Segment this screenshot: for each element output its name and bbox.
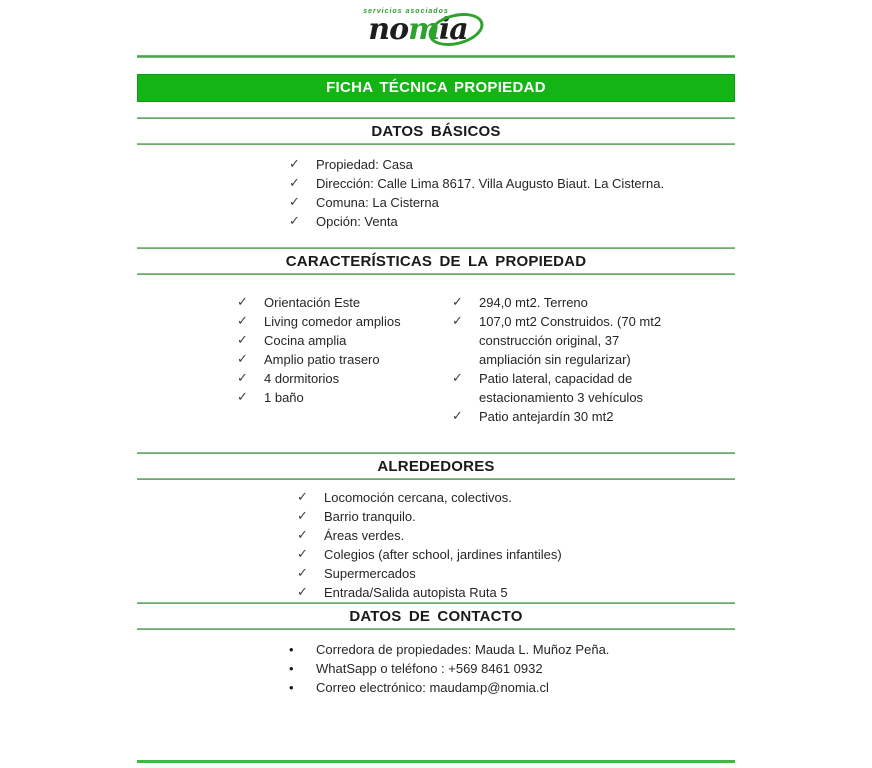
check-icon: ✓ [297, 490, 308, 505]
check-icon: ✓ [289, 157, 300, 172]
datos-basicos-list [137, 155, 735, 231]
logo-wordmark [368, 13, 467, 47]
logo-letter-green: m [408, 12, 439, 47]
check-icon: ✓ [237, 333, 248, 348]
check-icon: ✓ [289, 176, 300, 191]
bullet-icon: • [289, 642, 294, 657]
check-icon: ✓ [237, 390, 248, 405]
divider [137, 478, 735, 480]
divider [137, 143, 735, 145]
bullet-icon: • [289, 661, 294, 676]
list-item [452, 293, 692, 312]
list-item [297, 564, 735, 583]
list-item [297, 526, 735, 545]
section-header-caracteristicas [137, 247, 735, 275]
bottom-divider [137, 760, 735, 763]
caracteristicas-left-list [237, 293, 452, 426]
list-item-text: Entrada/Salida autopista Ruta 5 [324, 585, 508, 600]
logo-letters-black-2: ia [438, 12, 468, 47]
check-icon: ✓ [289, 214, 300, 229]
list-item-text: Cocina amplia [264, 333, 347, 348]
list-item-text: Propiedad: Casa [316, 157, 413, 172]
check-icon: ✓ [452, 314, 463, 329]
list-item-text: Patio lateral, capacidad de estacionamiento 3 vehículos [479, 371, 644, 405]
list-item-text: Barrio tranquilo. [324, 509, 416, 524]
nomia-logo [119, 0, 717, 52]
list-item [297, 488, 735, 507]
list-item-text: Patio antejardín 30 mt2 [479, 409, 614, 424]
section-title-caracteristicas: CARACTERÍSTICAS DE LA PROPIEDAD [285, 253, 587, 270]
list-item-text: Colegios (after school, jardines infantiles) [324, 547, 562, 562]
list-item-text: Amplio patio trasero [264, 352, 380, 367]
check-icon: ✓ [237, 371, 248, 386]
check-icon: ✓ [452, 295, 463, 310]
list-item [289, 678, 735, 697]
list-item-text: 107,0 mt2 Construidos. (70 mt2 construcción original, 37 ampliación sin regularizar) [479, 314, 662, 367]
list-item [289, 193, 735, 212]
check-icon: ✓ [289, 195, 300, 210]
logo-letters-black-1: no [368, 12, 409, 47]
list-item-text: Orientación Este [264, 295, 361, 310]
list-item [452, 407, 692, 426]
list-item-text: Correo electrónico: maudamp@nomia.cl [316, 680, 549, 695]
list-item [289, 212, 735, 231]
list-item [237, 312, 452, 331]
alrededores-list [137, 488, 735, 602]
list-item [237, 369, 452, 388]
list-item-text: Opción: Venta [316, 214, 398, 229]
check-icon: ✓ [237, 295, 248, 310]
list-item [289, 640, 735, 659]
list-item [452, 369, 692, 407]
list-item-text: Corredora de propiedades: Mauda L. Muñoz Peña. [316, 642, 610, 657]
caracteristicas-columns [137, 293, 735, 426]
list-item [237, 350, 452, 369]
list-item-text: Comuna: La Cisterna [316, 195, 439, 210]
list-item-text: 4 dormitorios [264, 371, 340, 386]
list-item [237, 293, 452, 312]
check-icon: ✓ [297, 585, 308, 600]
bullet-icon: • [289, 680, 294, 695]
contacto-list [137, 640, 735, 697]
list-item-text: Dirección: Calle Lima 8617. Villa Augusto Biaut. La Cisterna. [316, 176, 665, 191]
check-icon: ✓ [297, 566, 308, 581]
check-icon: ✓ [452, 371, 463, 386]
section-header-contacto [137, 602, 735, 630]
section-header-datos-basicos [137, 117, 735, 145]
list-item-text: Áreas verdes. [324, 528, 405, 543]
section-header-alrededores [137, 452, 735, 480]
list-item [289, 174, 735, 193]
list-item [297, 583, 735, 602]
section-title-datos-basicos: DATOS BÁSICOS [371, 123, 501, 140]
caracteristicas-right-list [452, 293, 692, 426]
check-icon: ✓ [297, 509, 308, 524]
list-item [297, 507, 735, 526]
list-item [237, 331, 452, 350]
list-item [289, 155, 735, 174]
check-icon: ✓ [237, 314, 248, 329]
divider [137, 628, 735, 630]
list-item-text: Locomoción cercana, colectivos. [324, 490, 512, 505]
list-item [289, 659, 735, 678]
divider [137, 273, 735, 275]
list-item-text: 1 baño [264, 390, 304, 405]
check-icon: ✓ [297, 547, 308, 562]
document-title-bar: FICHA TÉCNICA PROPIEDAD [137, 74, 735, 102]
check-icon: ✓ [237, 352, 248, 367]
list-item-text: 294,0 mt2. Terreno [479, 295, 588, 310]
section-title-contacto: DATOS DE CONTACTO [349, 608, 523, 625]
list-item [297, 545, 735, 564]
check-icon: ✓ [297, 528, 308, 543]
section-title-alrededores: ALREDEDORES [377, 458, 495, 475]
list-item-text: Supermercados [324, 566, 416, 581]
document-content [137, 0, 735, 697]
list-item-text: Living comedor amplios [264, 314, 401, 329]
list-item-text: WhatSapp o teléfono : +569 8461 0932 [316, 661, 543, 676]
top-divider [137, 55, 735, 58]
logo-tagline: servicios asociados [363, 8, 449, 15]
list-item [237, 388, 452, 407]
check-icon: ✓ [452, 409, 463, 424]
list-item [452, 312, 692, 369]
